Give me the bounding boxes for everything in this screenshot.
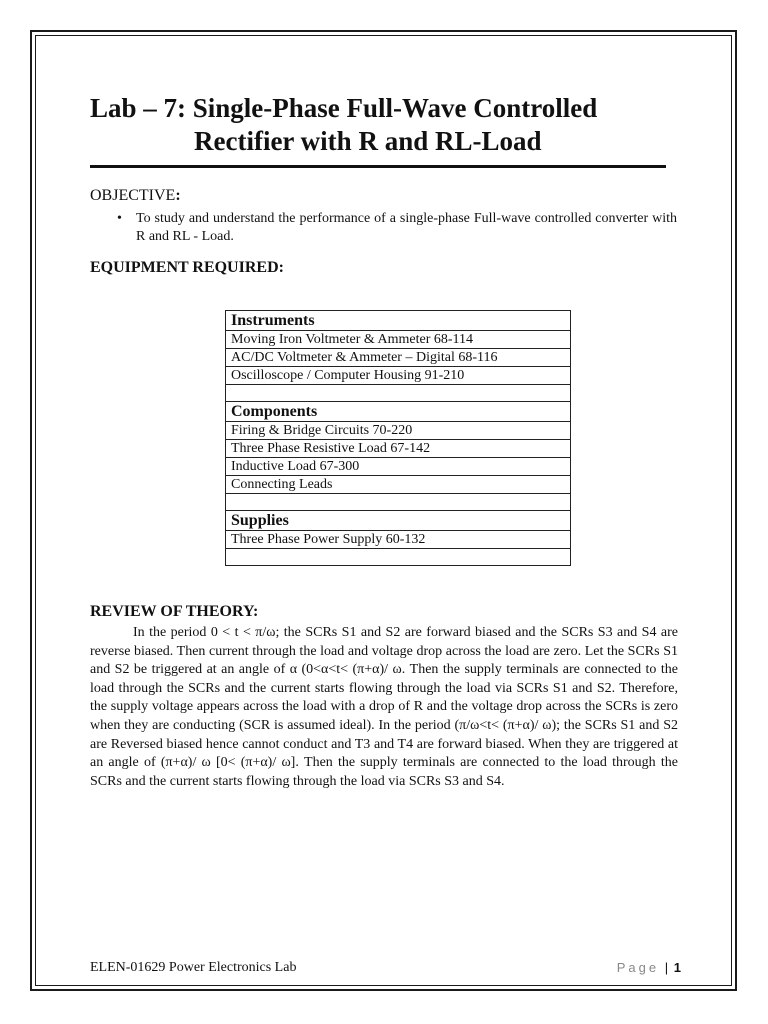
instruments-header: Instruments [226,311,571,331]
supplies-header: Supplies [226,511,571,531]
instrument-item: Moving Iron Voltmeter & Ammeter 68-114 [226,331,571,349]
objective-heading-colon: : [175,187,181,204]
objective-bullet [117,210,677,246]
table-row [226,494,571,511]
blank-cell [226,494,571,511]
title-underline [90,165,666,168]
objective-heading-text: OBJECTIVE [90,187,176,204]
component-item: Connecting Leads [226,476,571,494]
footer-page-number: 1 [673,960,681,975]
table-row [226,422,571,440]
table-row [226,458,571,476]
objective-heading [90,187,181,205]
blank-cell [226,549,571,566]
equipment-table [225,310,571,566]
table-row [226,531,571,549]
footer-separator: | [664,960,669,975]
table-row [226,385,571,402]
table-row [226,367,571,385]
table-row [226,331,571,349]
equipment-heading: EQUIPMENT REQUIRED: [90,259,284,276]
table-row [226,311,571,331]
title-line-2: Rectifier with R and RL-Load [194,126,542,156]
theory-paragraph [90,624,678,791]
title-line-1: Lab – 7: Single-Phase Full-Wave Controlled [90,93,598,123]
table-row [226,476,571,494]
table-row [226,511,571,531]
page-title [90,92,690,158]
supply-item: Three Phase Power Supply 60-132 [226,531,571,549]
table-row [226,402,571,422]
objective-bullet-text: To study and understand the performance of a single-phase Full-wave controlled converter with R and RL - Load. [136,211,677,244]
instrument-item: Oscilloscope / Computer Housing 91-210 [226,367,571,385]
footer-page [617,960,681,975]
table-row [226,549,571,566]
component-item: Inductive Load 67-300 [226,458,571,476]
table-row [226,440,571,458]
component-item: Three Phase Resistive Load 67-142 [226,440,571,458]
components-header: Components [226,402,571,422]
footer-page-word: Page [616,960,660,975]
footer-course: ELEN-01629 Power Electronics Lab [90,960,297,975]
bullet-icon: • [117,211,122,226]
instrument-item: AC/DC Voltmeter & Ammeter – Digital 68-116 [226,349,571,367]
table-row [226,349,571,367]
component-item: Firing & Bridge Circuits 70-220 [226,422,571,440]
blank-cell [226,385,571,402]
review-heading: REVIEW OF THEORY: [90,603,259,620]
theory-text: In the period 0 < t < π/ω; the SCRs S1 and S2 are forward biased and the SCRs S3 and S4 are reverse biased. Then current through the load and voltage drop across the load are zero. Let the SCRs S1 and S2 be triggered at an angle of α (0<α<t< (π+α)/ ω. Then the supply terminals are connected to the load through the SCRs and the current starts flowing through the load via SCRs S1 and S2. Therefore, the supply voltage appears across the load with a drop of R and the voltage drop across the SCRs is zero when they are conducting (SCR is assumed ideal). In the period (π/ω<t< (π+α)/ ω); the SCRs S1 and S2 are Reversed biased hence cannot conduct and T3 and T4 are forward biased. When they are triggered at an angle of (π+α)/ ω [0< (π+α)/ ω]. Then the supply terminals are connected to the load through the SCRs and the current starts flowing through the load via SCRs S3 and S4. [90,625,678,789]
